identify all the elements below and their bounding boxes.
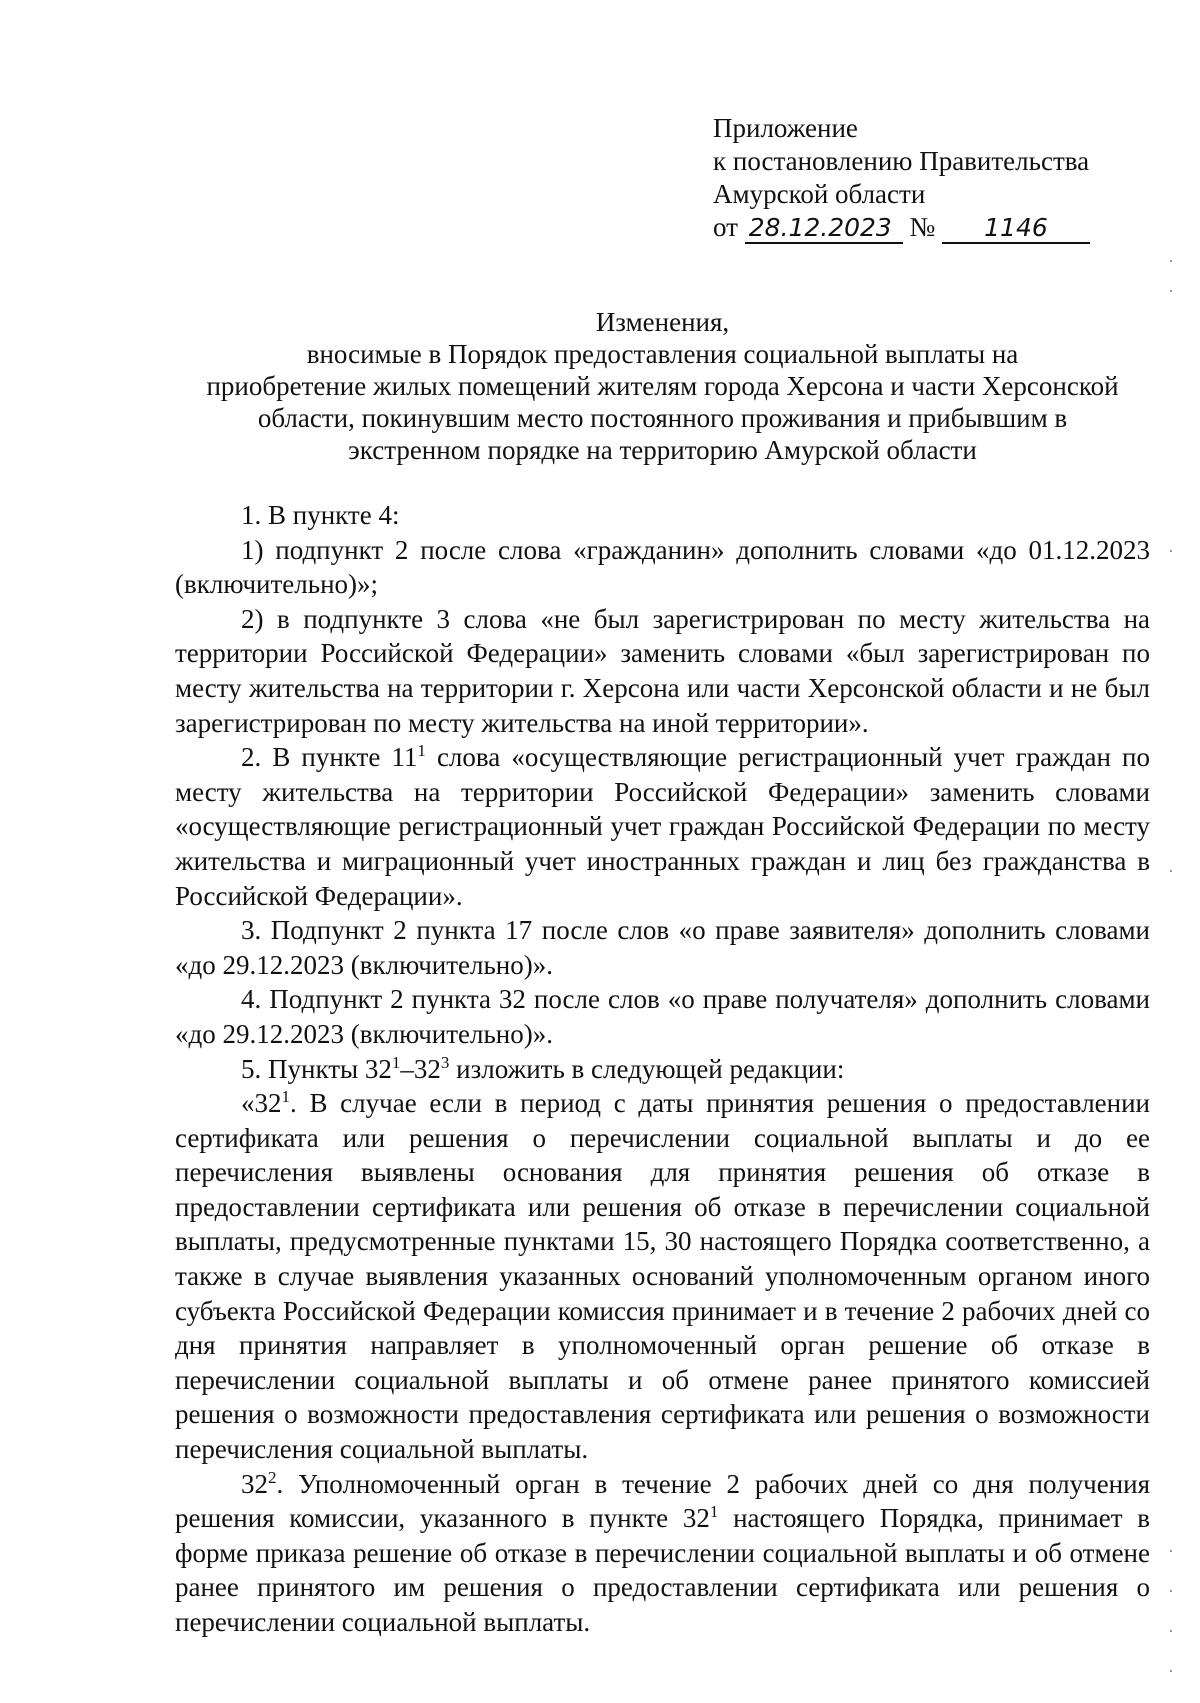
paragraph-1: 1. В пункте 4: [241,500,400,530]
appendix-block [713,112,1133,244]
p7-superscript-2: 3 [440,1052,450,1072]
p4-text-b: слова «осуществляющие регистрационный учет граждан по месту жительства на территории Российской Федерации» заменить словами «осуществляющие регистрационный учет граждан Российской Федерации по месту жительства и миграционный учет иностранных граждан и лиц без гражданства в Российской Федерации». [175,742,1150,911]
p7-text-b: –32 [400,1053,441,1084]
p9-text-b: . Уполномоченный орган в течение 2 рабочих дней со дня получения решения комиссии, указанного в пункте 32 [175,1468,1150,1534]
appendix-line-3: Амурской области [713,179,926,209]
date-prefix: от [713,212,738,242]
p9-superscript: 2 [268,1467,277,1487]
p7-text-a: 5. Пункты 32 [241,1053,392,1084]
appendix-line-1: Приложение [713,113,858,143]
p7-superscript-1: 1 [391,1052,401,1072]
paragraph-2: 1) подпункт 2 после слова «гражданин» дополнить словами «до 01.12.2023 (включительно)»; [175,534,1150,600]
document-body [175,498,1150,1640]
paragraph-7 [175,1052,1150,1087]
p4-text-a: 2. В пункте 11 [241,742,418,773]
p4-superscript: 1 [417,741,426,761]
paragraph-3: 2) в подпункте 3 слова «не был зарегистрирован по месту жительства на территории Российской Федерации» заменить словами «был зарегистрирован по месту жительства на территории г. Херсона или части Херсонской области и не был зарегистрирован по месту жительства на иной территории». [175,603,1150,738]
p9-text-a: 32 [241,1468,268,1499]
paragraph-5: 3. Подпункт 2 пункта 17 после слов «о праве заявителя» дополнить словами «до 29.12.2023 (включительно)». [175,915,1150,980]
paragraph-6: 4. Подпункт 2 пункта 32 после слов «о праве получателя» дополнить словами «до 29.12.2023 (включительно)». [175,984,1150,1049]
p9-text-c: настоящего Порядка, принимает в форме приказа решение об отказе в перечислении социальной выплаты и об отмене ранее принятого им решения о предоставлении сертификата или решения о перечислении социальной выплаты. [175,1503,1150,1637]
paragraph-8 [175,1086,1150,1467]
heading-subtitle-line-4: экстренном порядке на территорию Амурской области [348,435,977,465]
heading-title: Изменения, [595,307,730,337]
p8-text-b: . В случае если в период с даты принятия решения о предоставлении сертификата или решения о перечислении социальной выплаты и до ее перечисления выявлены основания для принятия решения об отказе в предоставлении сертификата или решения об отказе в перечислении социальной выплаты, предусмотренные пунктами 15, 30 настоящего Порядка соответственно, а также в случае выявления указанных оснований уполномоченным органом иного субъекта Российской Федерации комиссия принимает и в течение 2 рабочих дней со дня принятия направляет в уполномоченный орган решение об отказе в перечислении социальной выплаты и об отмене ранее принятого комиссией решения о возможности предоставления сертификата или решения о возможности перечисления социальной выплаты. [175,1088,1150,1465]
heading-subtitle-line-3: области, покинувшим место постоянного проживания и прибывшим в [257,403,1068,433]
heading-subtitle-line-2: приобретение жилых помещений жителям города Херсона и части Херсонской [206,371,1119,401]
document-heading [175,306,1150,466]
heading-subtitle-line-1: вносимые в Порядок предоставления социальной выплаты на [306,339,1019,369]
p8-text-a: «32 [241,1088,282,1119]
scan-specks [1170,250,1182,1700]
p8-superscript: 1 [281,1087,290,1107]
p7-text-c: изложить в следующей редакции: [449,1053,845,1084]
paragraph-4 [175,740,1150,913]
appendix-line-2: к постановлению Правительства [713,146,1090,176]
handwritten-number: 1146 [942,214,1090,244]
handwritten-date: 28.12.2023 [745,214,903,244]
p9-superscript-2: 1 [709,1502,719,1522]
appendix-date-line [713,211,1133,244]
number-prefix: № [909,212,936,242]
paragraph-9 [175,1467,1150,1640]
